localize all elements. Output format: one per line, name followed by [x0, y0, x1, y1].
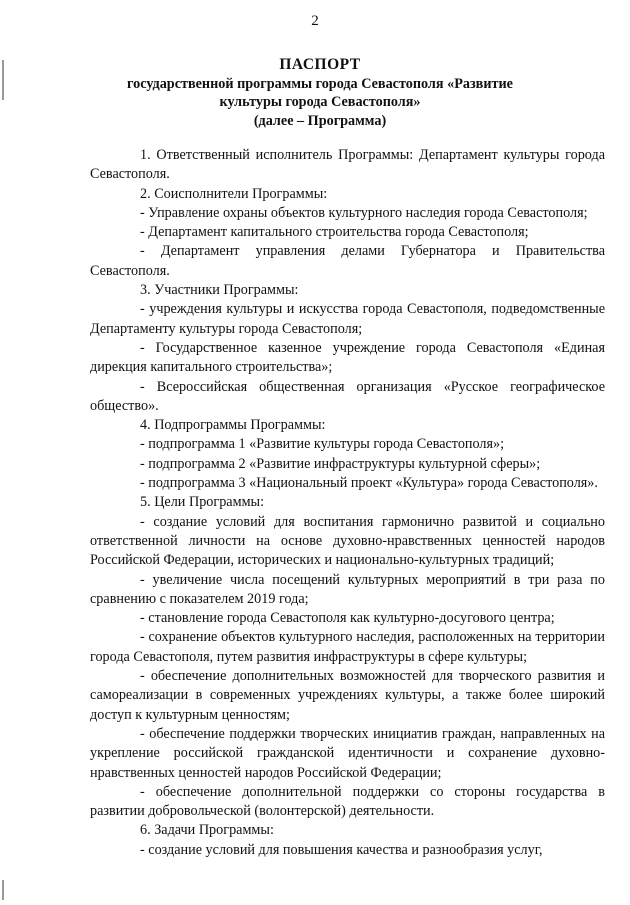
paragraph: 3. Участники Программы: [140, 282, 299, 299]
paragraph: - подпрограмма 2 «Развитие инфраструктуры культурной сферы»; [140, 455, 541, 472]
header-line: культуры города Севастополя» [219, 94, 421, 110]
paragraph: - учреждения культуры и искусства города Севастополя, подведомственные Департаменту культуры города Севастополя; [90, 301, 605, 337]
paragraph: 4. Подпрограммы Программы: [140, 417, 326, 434]
paragraph: - сохранение объектов культурного наследия, расположенных на территории города Севастополя, путем развития инфраструктуры в сфере культуры; [90, 629, 605, 665]
paragraph: 5. Цели Программы: [140, 494, 265, 511]
paragraph: - обеспечение дополнительных возможностей для творческого развития и самореализации в современных учреждениях культуры, а также более широкий доступ к культурным ценностям; [90, 668, 605, 723]
paragraph: - Управление охраны объектов культурного наследия города Севастополя; [140, 204, 588, 221]
paragraph: - обеспечение дополнительной поддержки со стороны государства в развитии добровольческой (волонтерской) деятельности. [90, 783, 605, 820]
paragraph: - Государственное казенное учреждение города Севастополя «Единая дирекция капитального строительства»; [90, 339, 605, 376]
document-body [90, 146, 605, 860]
paragraph: - создание условий для повышения качества и разнообразия услуг, [140, 841, 543, 858]
document-header [90, 56, 550, 130]
page-number: 2 [311, 13, 319, 29]
scan-edge-mark [2, 60, 4, 100]
paragraph: - создание условий для воспитания гармонично развитой и социально ответственной личности на основе духовно-нравственных ценностей народов Российской Федерации, исторических и национально-культурных традиций; [90, 513, 605, 569]
paragraph: - Департамент управления делами Губернатора и Правительства Севастополя. [90, 243, 605, 279]
paragraph: - Департамент капитального строительства города Севастополя; [140, 224, 529, 241]
scan-edge-mark [2, 880, 4, 900]
paragraph: 2. Соисполнители Программы: [140, 185, 328, 202]
paragraph: - становление города Севастополя как культурно-досугового центра; [140, 610, 555, 627]
paragraph: - обеспечение поддержки творческих инициатив граждан, направленных на укрепление российской гражданской идентичности и сохранение духовно-нравственных ценностей народов Российской Федерации; [90, 725, 605, 781]
header-line: (далее – Программа) [253, 112, 387, 129]
paragraph: - Всероссийская общественная организация «Русское географическое общество». [90, 378, 605, 414]
header-line: государственной программы города Севастополя «Развитие [127, 75, 513, 92]
paragraph: - увеличение числа посещений культурных мероприятий в три раза по сравнению с показателем 2019 года; [90, 571, 605, 607]
header-title: ПАСПОРТ [279, 56, 361, 73]
paragraph: 1. Ответственный исполнитель Программы: Департамент культуры города Севастополя. [90, 147, 605, 183]
paragraph: - подпрограмма 3 «Национальный проект «Культура» города Севастополя». [140, 475, 598, 492]
paragraph: 6. Задачи Программы: [140, 822, 274, 839]
paragraph: - подпрограмма 1 «Развитие культуры города Севастополя»; [140, 436, 505, 453]
